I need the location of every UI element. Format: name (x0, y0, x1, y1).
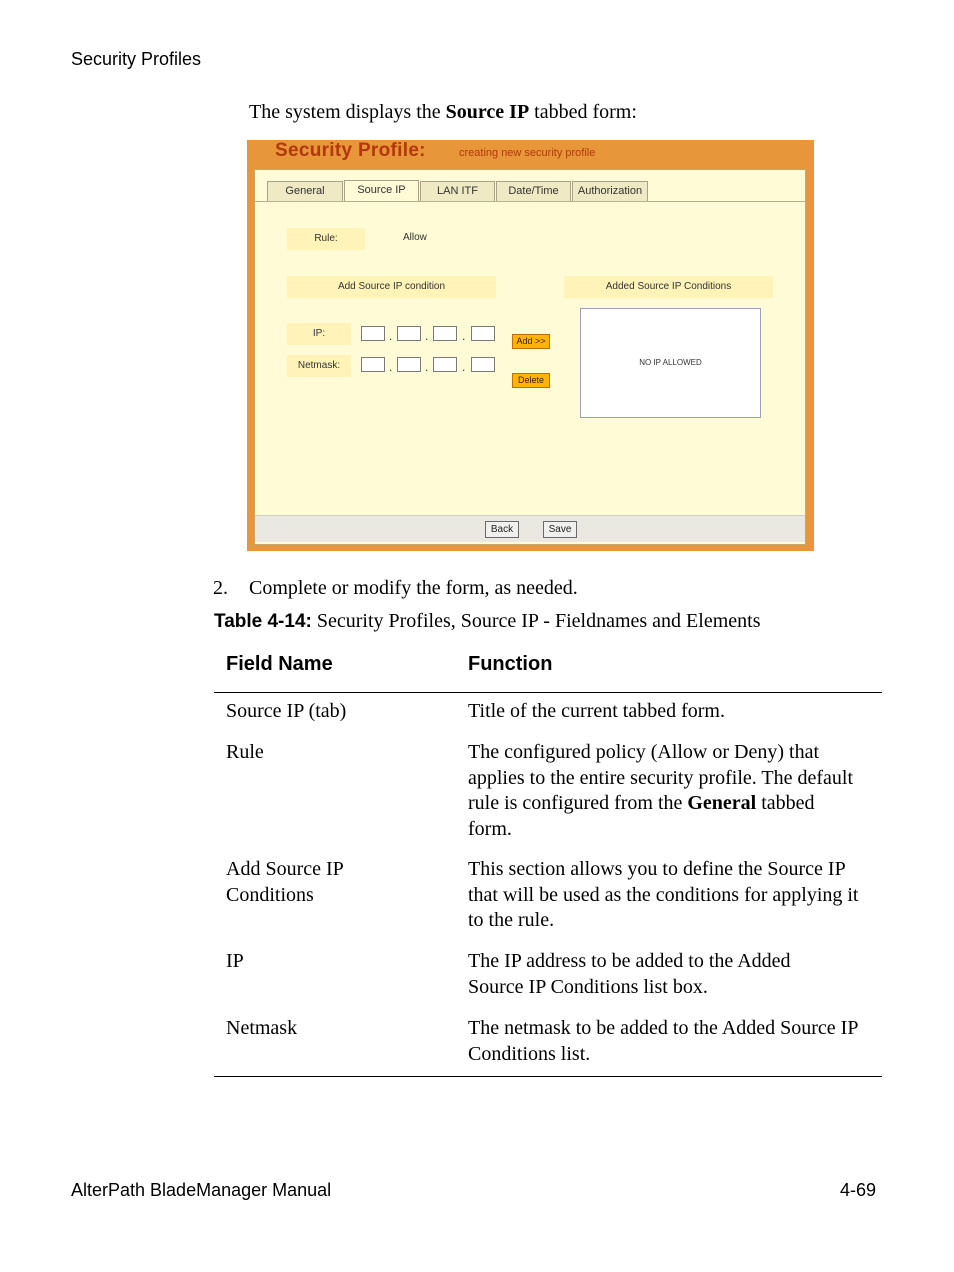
step-number: 2. (213, 577, 228, 599)
function-text: tabbed form. (468, 792, 815, 840)
tab-date-time[interactable]: Date/Time (496, 181, 571, 202)
table-caption (214, 610, 760, 633)
tab-source-ip[interactable]: Source IP (344, 180, 419, 202)
netmask-octet-4-input[interactable] (471, 357, 495, 372)
table-cell-field: IP (226, 950, 244, 972)
function-text: The configured policy (Allow or Deny) that applies to the entire security profile. The default rule is configured from the (468, 741, 854, 814)
netmask-octet-2-input[interactable] (397, 357, 421, 372)
added-conditions-section-label: Added Source IP Conditions (564, 276, 773, 298)
source-ip-form-screenshot (247, 140, 814, 551)
netmask-octet-1-input[interactable] (361, 357, 385, 372)
ip-separator: . (462, 329, 466, 343)
table-header-rule (214, 692, 882, 693)
tab-general[interactable]: General (267, 181, 343, 202)
add-button[interactable]: Add >> (512, 334, 550, 349)
tab-lan-itf[interactable]: LAN ITF (420, 181, 495, 202)
save-button[interactable]: Save (543, 521, 577, 538)
ip-separator: . (389, 329, 393, 343)
added-conditions-listbox[interactable] (580, 308, 761, 418)
intro-text-before: The system displays the (249, 101, 446, 123)
ip-octet-3-input[interactable] (433, 326, 457, 341)
ip-label: IP: (287, 323, 351, 345)
form-subtitle: creating new security profile (459, 147, 596, 159)
intro-text-after: tabbed form: (529, 101, 637, 123)
table-cell-function: The netmask to be added to the Added Source IP Conditions list. (468, 1017, 858, 1065)
rule-value: Allow (403, 232, 427, 243)
tab-baseline (255, 201, 805, 202)
ip-octet-1-input[interactable] (361, 326, 385, 341)
form-title: Security Profile: (275, 140, 426, 161)
netmask-label: Netmask: (287, 355, 351, 377)
table-header-function: Function (468, 653, 553, 675)
listbox-empty-text: NO IP ALLOWED (639, 358, 702, 367)
netmask-separator: . (389, 360, 393, 374)
table-caption-text: Security Profiles, Source IP - Fieldnames and Elements (311, 610, 761, 632)
table-cell-field: Rule (226, 741, 264, 763)
rule-label: Rule: (287, 228, 365, 250)
add-source-ip-section-label: Add Source IP condition (287, 276, 496, 298)
intro-bold-term: Source IP (445, 101, 530, 123)
tab-authorization[interactable]: Authorization (572, 181, 648, 202)
step-text: Complete or modify the form, as needed. (249, 577, 578, 599)
step-item (213, 577, 578, 600)
ip-separator: . (425, 329, 429, 343)
table-cell-function: Title of the current tabbed form. (468, 700, 725, 722)
delete-button[interactable]: Delete (512, 373, 550, 388)
table-cell-function: The IP address to be added to the Added Source IP Conditions list box. (468, 950, 791, 998)
table-cell-field: Source IP (tab) (226, 700, 347, 722)
table-caption-label: Table 4-14: (214, 611, 312, 632)
table-cell-field: Add Source IP Conditions (226, 858, 344, 906)
form-button-bar (255, 515, 805, 542)
table-bottom-rule (214, 1076, 882, 1077)
footer-manual-title: AlterPath BladeManager Manual (71, 1180, 332, 1200)
netmask-separator: . (425, 360, 429, 374)
function-bold-term: General (687, 792, 757, 814)
running-header: Security Profiles (71, 49, 202, 69)
netmask-octet-3-input[interactable] (433, 357, 457, 372)
intro-paragraph (249, 101, 637, 124)
footer-page-number: 4-69 (840, 1180, 877, 1200)
table-cell-field: Netmask (226, 1017, 298, 1039)
table-header-field-name: Field Name (226, 653, 333, 675)
back-button[interactable]: Back (485, 521, 519, 538)
ip-octet-4-input[interactable] (471, 326, 495, 341)
table-cell-function: This section allows you to define the Source IP that will be used as the conditions for applying it to the rule. (468, 858, 859, 931)
netmask-separator: . (462, 360, 466, 374)
form-panel (254, 169, 806, 545)
ip-octet-2-input[interactable] (397, 326, 421, 341)
table-cell-function (468, 740, 863, 842)
